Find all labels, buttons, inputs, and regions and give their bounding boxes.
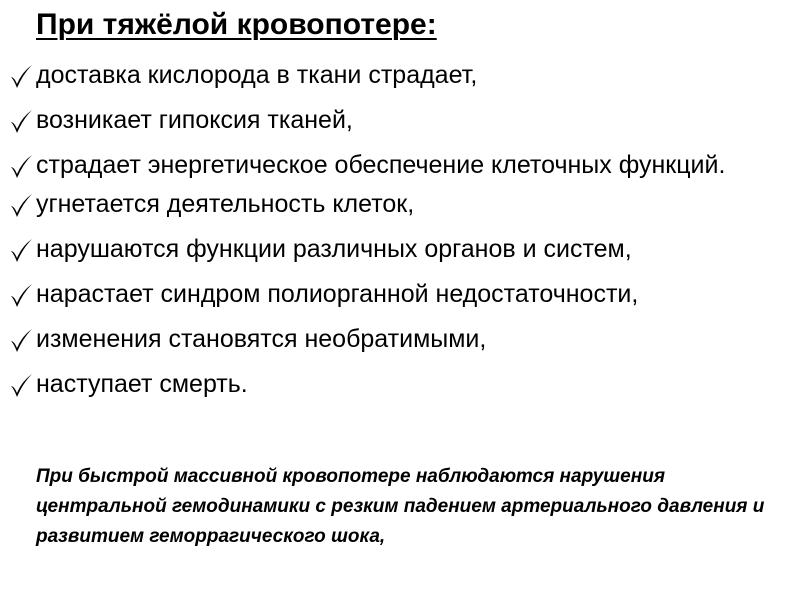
bullet-text: нарастает синдром полиорганной недостаточности, [36, 280, 639, 308]
summary-note: При быстрой массивной кровопотере наблюдаются нарушения центральной гемодинамики с резким падением артериального давления и развитием геморрагического шока, [36, 466, 765, 547]
list-item [8, 326, 770, 353]
bullet-text: наступает смерть. [36, 370, 248, 398]
list-item [8, 62, 770, 89]
check-mark-icon [8, 192, 34, 218]
list-item [8, 107, 770, 134]
list-item [8, 236, 770, 263]
bullet-text: нарушаются функции различных органов и систем, [36, 235, 632, 263]
check-mark-icon [8, 108, 34, 134]
list-item [8, 281, 770, 308]
check-mark-icon [8, 372, 34, 398]
bullet-text: возникает гипоксия тканей, [36, 106, 353, 134]
list-item [8, 152, 770, 179]
check-mark-icon [8, 237, 34, 263]
bullet-text: страдает энергетическое обеспечение клеточных функций. [36, 151, 726, 179]
bullet-list [8, 62, 770, 416]
check-mark-icon [8, 63, 34, 89]
check-mark-icon [8, 153, 34, 179]
check-mark-icon [8, 282, 34, 308]
bullet-text: доставка кислорода в ткани страдает, [36, 61, 478, 89]
check-mark-icon [8, 327, 34, 353]
bullet-text: изменения становятся необратимыми, [36, 325, 487, 353]
list-item [8, 191, 770, 218]
slide-title: При тяжёлой кровопотере: [36, 8, 437, 41]
list-item [8, 371, 770, 398]
bullet-text: угнетается деятельность клеток, [36, 190, 415, 218]
